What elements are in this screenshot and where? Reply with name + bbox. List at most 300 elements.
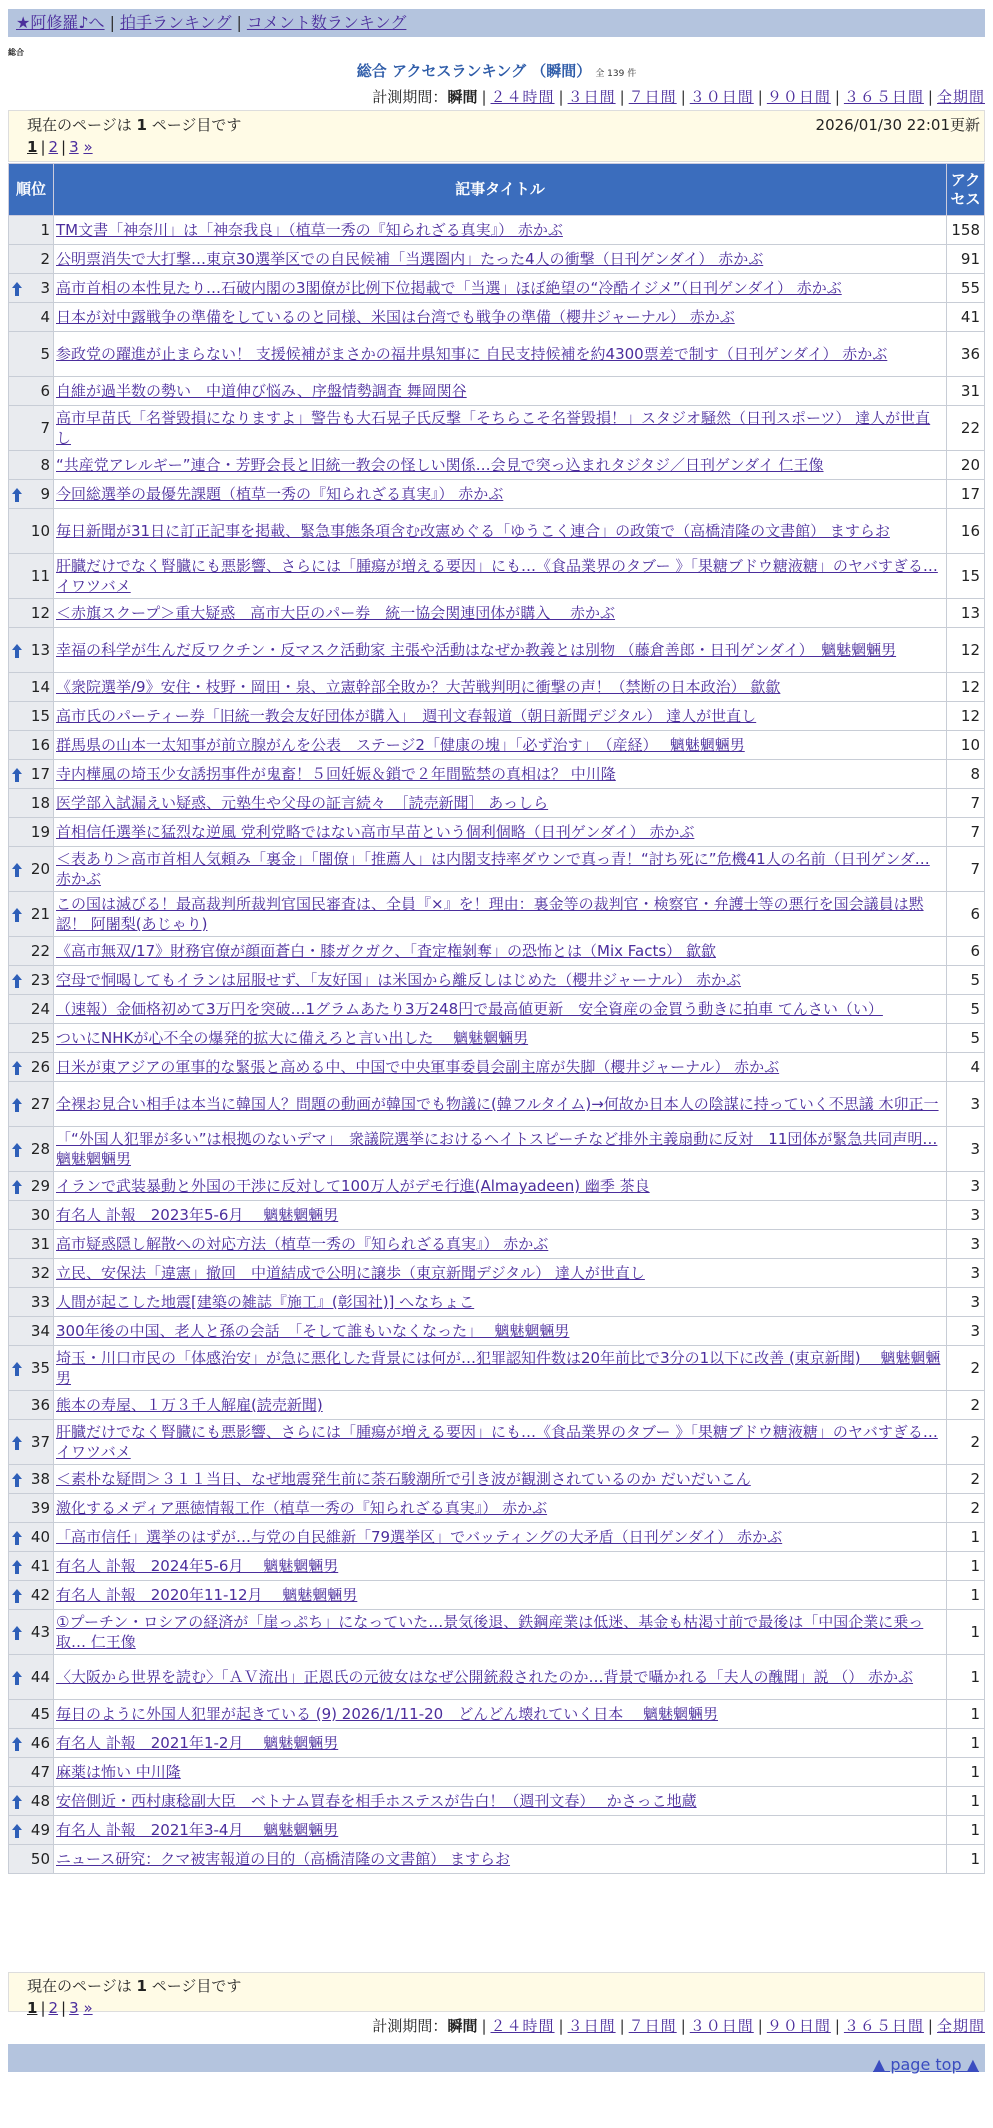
access-count: 2 <box>947 1346 985 1391</box>
period-selector-bottom <box>372 2015 985 2036</box>
separator: | <box>40 1999 46 2017</box>
article-link[interactable]: 300年後の中国、老人と孫の会話 「そして誰もいなくなった」 魑魅魍魎男 <box>56 1322 570 1340</box>
title-cell <box>54 1082 947 1127</box>
rank-cell <box>9 1816 54 1845</box>
rank-number: 46 <box>30 1734 50 1752</box>
access-count: 1 <box>947 1845 985 1874</box>
table-row <box>9 1420 985 1465</box>
table-row <box>9 1082 985 1127</box>
rank-number: 12 <box>30 604 50 622</box>
table-row <box>9 1610 985 1655</box>
separator: | <box>619 88 625 106</box>
access-count: 12 <box>947 673 985 702</box>
title-cell <box>54 1346 947 1391</box>
up-arrow-icon <box>12 1060 22 1074</box>
rank-cell <box>9 673 54 702</box>
period-link[interactable]: ７日間 <box>628 88 677 106</box>
up-arrow-icon <box>12 1472 22 1486</box>
title-cell <box>54 1816 947 1845</box>
rank-cell <box>9 702 54 731</box>
table-row <box>9 702 985 731</box>
article-link[interactable]: 日本が対中露戦争の準備をしているのと同様、米国は台湾でも戦争の準備（櫻井ジャーナル） 赤かぶ <box>56 308 735 326</box>
rank-number: 23 <box>30 971 50 989</box>
rank-number: 18 <box>30 794 50 812</box>
up-arrow-icon <box>12 1179 22 1193</box>
current-page-number: 1 <box>136 116 147 134</box>
title-cell <box>54 1729 947 1758</box>
rank-cell <box>9 1082 54 1127</box>
article-link[interactable]: “共産党アレルギー”連合・芳野会長と旧統一教会の怪しい関係…会見で突っ込まれタジタジ／日刊ゲンダイ 仁王像 <box>56 456 824 474</box>
rank-number: 14 <box>30 678 50 696</box>
rank-number: 43 <box>30 1623 50 1641</box>
title-cell <box>54 1230 947 1259</box>
rank-number: 48 <box>30 1792 50 1810</box>
rank-number: 25 <box>30 1029 50 1047</box>
article-link[interactable]: 肝臓だけでなく腎臓にも悪影響、さらには「腫瘍が増える要因」にも…《食品業界のタブー 》「果糖ブドウ糖液糖」のヤバすぎる… イワツバメ <box>56 1423 938 1461</box>
period-link[interactable]: ３日間 <box>567 2017 616 2035</box>
table-row <box>9 480 985 509</box>
title-cell <box>54 673 947 702</box>
article-link[interactable]: ニュース研究：クマ被害報道の目的（高橋清隆の文書館） ますらお <box>56 1850 511 1868</box>
article-link[interactable]: 空母で恫喝してもイランは屈服せず、「友好国」は米国から離反しはじめた（櫻井ジャーナル） 赤かぶ <box>56 971 742 989</box>
access-count: 1 <box>947 1700 985 1729</box>
access-count: 17 <box>947 480 985 509</box>
rank-number: 24 <box>30 1000 50 1018</box>
access-count: 3 <box>947 1082 985 1127</box>
access-header: アクセス <box>947 164 985 216</box>
rank-cell <box>9 1465 54 1494</box>
period-label: 計測期間： <box>372 88 448 106</box>
article-link[interactable]: 自維が過半数の勢い 中道伸び悩み、序盤情勢調査 舞岡関谷 <box>56 382 467 400</box>
access-count: 1 <box>947 1758 985 1787</box>
separator: | <box>558 2017 564 2035</box>
article-link[interactable]: 公明票消失で大打撃…東京30選挙区での自民候補「当選圏内」たった4人の衝撃（日刊ゲンダイ） 赤かぶ <box>56 250 764 268</box>
rank-number: 39 <box>30 1499 50 1517</box>
separator: | <box>680 88 686 106</box>
rank-cell <box>9 1317 54 1346</box>
up-arrow-icon <box>12 907 22 921</box>
access-count: 1 <box>947 1816 985 1845</box>
pager-current-page: 1 <box>27 138 38 156</box>
table-row <box>9 818 985 847</box>
article-link[interactable]: 毎日新聞が31日に訂正記事を掲載、緊急事態条項含む改憲めぐる「ゆうこく連合」の政策で（高橋清隆の文書館） ますらお <box>56 522 890 540</box>
rank-cell <box>9 1127 54 1172</box>
item-count: 全 139 件 <box>595 69 637 79</box>
title-cell <box>54 1552 947 1581</box>
access-count: 12 <box>947 628 985 673</box>
table-row <box>9 1230 985 1259</box>
rank-number: 16 <box>30 736 50 754</box>
rank-number: 20 <box>30 860 50 878</box>
rank-number: 26 <box>30 1058 50 1076</box>
period-link[interactable]: ９０日間 <box>766 2017 831 2035</box>
access-count: 36 <box>947 332 985 377</box>
access-count: 3 <box>947 1288 985 1317</box>
article-link[interactable]: 有名人 訃報 2021年3-4月 魑魅魍魎男 <box>56 1821 339 1839</box>
access-count: 8 <box>947 760 985 789</box>
up-arrow-icon <box>12 1142 22 1156</box>
article-link[interactable]: 日米が東アジアの軍事的な緊張と高める中、中国で中央軍事委員会副主席が失脚（櫻井ジャーナル） 赤かぶ <box>56 1058 780 1076</box>
pager-link[interactable]: 2 <box>48 138 59 156</box>
up-arrow-icon <box>12 1670 22 1684</box>
rank-number: 15 <box>30 707 50 725</box>
rank-cell <box>9 1346 54 1391</box>
article-link[interactable]: TM文書「神奈川」は「神奈我良」（植草一秀の『知られざる真実』） 赤かぶ <box>56 221 563 239</box>
table-row <box>9 937 985 966</box>
table-row <box>9 216 985 245</box>
section-label: 総合 <box>8 48 24 57</box>
access-count: 31 <box>947 377 985 406</box>
separator: | <box>757 88 763 106</box>
rank-cell <box>9 1610 54 1655</box>
up-arrow-icon <box>12 767 22 781</box>
access-count: 13 <box>947 599 985 628</box>
access-count: 41 <box>947 303 985 332</box>
article-link[interactable]: イランで武装暴動と外国の干渉に反対して100万人がデモ行進(Almayadeen) 幽季 茶良 <box>56 1177 650 1195</box>
table-row <box>9 1391 985 1420</box>
article-link[interactable]: 《衆院選挙/9》安住・枝野・岡田・泉、立憲幹部全敗か？大苦戦判明に衝撃の声！（禁断の日本政治） 歙歙 <box>56 678 781 696</box>
article-link[interactable]: 医学部入試漏えい疑惑、元塾生や父母の証言続々 ［読売新聞］ あっしら <box>56 794 549 812</box>
page-top-wrap <box>873 2055 979 2074</box>
rank-cell <box>9 377 54 406</box>
title-cell <box>54 995 947 1024</box>
clap-ranking-link[interactable]: 拍手ランキング <box>119 13 232 32</box>
table-row <box>9 1655 985 1700</box>
rank-cell <box>9 1259 54 1288</box>
rank-cell <box>9 1845 54 1874</box>
rank-cell <box>9 1053 54 1082</box>
updated-timestamp: 2026/01/30 22:01更新 <box>815 116 980 134</box>
article-link[interactable]: 有名人 訃報 2021年1-2月 魑魅魍魎男 <box>56 1734 339 1752</box>
rank-number: 50 <box>30 1850 50 1868</box>
rank-cell <box>9 303 54 332</box>
rank-number: 9 <box>40 485 50 503</box>
rank-number: 11 <box>30 567 50 585</box>
rank-number: 27 <box>30 1095 50 1113</box>
article-link[interactable]: 寺内樺風の埼玉少女誘拐事件が鬼畜！５回妊娠＆鎖で２年間監禁の真相は？ 中川隆 <box>56 765 616 783</box>
rank-number: 40 <box>30 1528 50 1546</box>
title-cell <box>54 892 947 937</box>
rank-cell <box>9 892 54 937</box>
rank-cell <box>9 480 54 509</box>
separator: | <box>680 2017 686 2035</box>
rank-cell <box>9 245 54 274</box>
rank-number: 30 <box>30 1206 50 1224</box>
period-current: 瞬間 <box>447 88 478 106</box>
page-info-box-bottom <box>8 1972 985 2017</box>
current-page-number: 1 <box>136 1977 147 1995</box>
rank-cell <box>9 1494 54 1523</box>
title-cell <box>54 1201 947 1230</box>
title-cell <box>54 1259 947 1288</box>
article-link[interactable]: 高市首相の本性見たり…石破内閣の3閣僚が比例下位掲載で「当選」ほぼ絶望の“冷酷イジメ”（日刊ゲンダイ） 赤かぶ <box>56 279 842 297</box>
access-count: 2 <box>947 1391 985 1420</box>
rank-cell <box>9 1420 54 1465</box>
access-count: 16 <box>947 509 985 554</box>
access-count: 1 <box>947 1581 985 1610</box>
access-count: 1 <box>947 1787 985 1816</box>
access-count: 158 <box>947 216 985 245</box>
up-arrow-icon <box>12 1736 22 1750</box>
period-link[interactable]: ２４時間 <box>490 88 555 106</box>
access-count: 22 <box>947 406 985 451</box>
period-link[interactable]: ３０日間 <box>689 2017 754 2035</box>
access-count: 10 <box>947 731 985 760</box>
rank-cell <box>9 1172 54 1201</box>
article-link[interactable]: この国は滅びる！最高裁判所裁判官国民審査は、全員『×』を！理由：裏金等の裁判官・検察官・弁護士等の悪行を国会議員は黙認！ 阿闍梨(あじゃり) <box>56 895 924 933</box>
period-link[interactable]: 全期間 <box>936 88 985 106</box>
title-cell <box>54 702 947 731</box>
article-link[interactable]: 「“外国人犯罪が多い”は根拠のないデマ」 衆議院選挙におけるヘイトスピーチなど排外主義扇動に反対 11団体が緊急共同声明… 魑魅魍魎男 <box>56 1130 938 1168</box>
title-cell <box>54 599 947 628</box>
access-count: 3 <box>947 1127 985 1172</box>
footer-bar <box>8 2044 985 2072</box>
article-link[interactable]: 全裸お見合い相手は本当に韓国人？問題の動画が韓国でも物議に(韓フルタイム)→何故か日本人の陰謀に持っていく不思議 木卯正一 <box>56 1095 939 1113</box>
rank-number: 8 <box>40 456 50 474</box>
period-link[interactable]: 全期間 <box>936 2017 985 2035</box>
article-link[interactable]: （速報）金価格初めて3万円を突破…1グラムあたり3万248円で最高値更新 安全資産の金買う動きに拍車 てんさい（い） <box>56 1000 883 1018</box>
rank-number: 37 <box>30 1433 50 1451</box>
period-link[interactable]: ３日間 <box>567 88 616 106</box>
rank-number: 41 <box>30 1557 50 1575</box>
title-cell <box>54 789 947 818</box>
up-arrow-icon <box>12 1559 22 1573</box>
rank-cell <box>9 760 54 789</box>
table-row <box>9 760 985 789</box>
rank-cell <box>9 1201 54 1230</box>
rank-cell <box>9 1787 54 1816</box>
separator: | <box>109 13 115 32</box>
table-row <box>9 731 985 760</box>
rank-cell <box>9 937 54 966</box>
table-row <box>9 303 985 332</box>
table-row <box>9 966 985 995</box>
access-count: 1 <box>947 1655 985 1700</box>
rank-cell <box>9 451 54 480</box>
pager-link[interactable]: 2 <box>48 1999 59 2017</box>
article-link[interactable]: ＜素朴な疑問＞３１１当日、なぜ地震発生前に荼石駿潮所で引き波が観測されているのか だいだいこん <box>56 1470 751 1488</box>
table-row <box>9 274 985 303</box>
title-cell <box>54 1700 947 1729</box>
article-link[interactable]: 有名人 訃報 2023年5-6月 魑魅魍魎男 <box>56 1206 339 1224</box>
page-title <box>0 60 993 81</box>
rank-cell <box>9 789 54 818</box>
page-info-prefix: 現在のページは <box>27 1977 137 1995</box>
article-link[interactable]: 埼玉・川口市民の「体感治安」が急に悪化した背景には何が…犯罪認知件数は20年前比で3分の1以下に改善 (東京新聞) 魑魅魍魎男 <box>56 1349 941 1387</box>
article-link[interactable]: ①プーチン・ロシアの経済が「崖っぷち」になっていた…景気後退、鉄鋼産業は低迷、基金も枯渇寸前で最後は「中国企業に乗っ取… 仁王像 <box>56 1613 924 1651</box>
rank-number: 36 <box>30 1396 50 1414</box>
comment-ranking-link[interactable]: コメント数ランキング <box>246 13 407 32</box>
rank-cell <box>9 332 54 377</box>
rank-cell <box>9 628 54 673</box>
title-cell <box>54 1494 947 1523</box>
rank-number: 42 <box>30 1586 50 1604</box>
title-cell <box>54 1581 947 1610</box>
rank-cell <box>9 1024 54 1053</box>
table-row <box>9 1523 985 1552</box>
rank-number: 5 <box>40 345 50 363</box>
pager-next-link[interactable]: » <box>83 138 93 156</box>
article-link[interactable]: 高市氏のパーティー券「旧統一教会友好団体が購入」 週刊文春報道（朝日新聞デジタル） 達人が世直し <box>56 707 757 725</box>
rank-number: 17 <box>30 765 50 783</box>
rank-cell <box>9 1391 54 1420</box>
title-cell <box>54 1420 947 1465</box>
article-link[interactable]: 幸福の科学が生んだ反ワクチン・反マスク活動家 主張や活動はなぜか教義とは別物 （藤倉善郎・日刊ゲンダイ） 魑魅魍魎男 <box>56 641 897 659</box>
access-count: 6 <box>947 937 985 966</box>
rank-number: 47 <box>30 1763 50 1781</box>
page-top-link[interactable]: ▲ page top ▲ <box>872 2055 979 2074</box>
rank-number: 7 <box>40 419 50 437</box>
access-count: 7 <box>947 789 985 818</box>
title-cell <box>54 1053 947 1082</box>
table-row <box>9 673 985 702</box>
article-link[interactable]: 今回総選挙の最優先課題（植草一秀の『知られざる真実』） 赤かぶ <box>56 485 504 503</box>
period-link[interactable]: ３６５日間 <box>843 2017 924 2035</box>
table-row <box>9 1259 985 1288</box>
article-link[interactable]: 激化するメディア悪徳情報工作（植草一秀の『知られざる真実』） 赤かぶ <box>56 1499 548 1517</box>
rank-number: 2 <box>40 250 50 268</box>
article-link[interactable]: 《高市無双/17》財務官僚が顔面蒼白・膝ガクガク、「査定権剝奪」の恐怖とは（Mix Facts） 歙歙 <box>56 942 716 960</box>
current-page-info <box>27 1975 966 1997</box>
period-label: 計測期間： <box>372 2017 448 2035</box>
separator: | <box>481 2017 487 2035</box>
table-row <box>9 1024 985 1053</box>
table-row <box>9 892 985 937</box>
article-link[interactable]: 有名人 訃報 2024年5-6月 魑魅魍魎男 <box>56 1557 339 1575</box>
access-count: 3 <box>947 1317 985 1346</box>
article-link[interactable]: 毎日のように外国人犯罪が起きている (9) 2026/1/11-20 どんどん壊れていく日本 魑魅魍魎男 <box>56 1705 718 1723</box>
article-link[interactable]: 「高市信任」選挙のはずが…与党の自民維新「79選挙区」でバッティングの大矛盾（日刊ゲンダイ） 赤かぶ <box>56 1528 783 1546</box>
access-count: 5 <box>947 1024 985 1053</box>
period-link[interactable]: ２４時間 <box>490 2017 555 2035</box>
title-cell <box>54 1317 947 1346</box>
separator: | <box>757 2017 763 2035</box>
pager-link[interactable]: 3 <box>69 138 79 156</box>
rank-cell <box>9 274 54 303</box>
separator: | <box>558 88 564 106</box>
pager-current-page: 1 <box>27 1999 38 2017</box>
article-link[interactable]: ＜赤旗スクープ＞重大疑惑 高市大臣のパー券 統一協会関連団体が購入 赤かぶ <box>56 604 616 622</box>
title-cell <box>54 245 947 274</box>
separator: | <box>61 1999 67 2017</box>
separator: | <box>619 2017 625 2035</box>
rank-cell <box>9 847 54 892</box>
rank-number: 10 <box>30 522 50 540</box>
pager-link[interactable]: 3 <box>69 1999 79 2017</box>
article-link[interactable]: 有名人 訃報 2020年11-12月 魑魅魍魎男 <box>56 1586 358 1604</box>
title-cell <box>54 303 947 332</box>
title-cell <box>54 847 947 892</box>
table-row <box>9 451 985 480</box>
pager-top <box>27 136 966 158</box>
title-cell <box>54 937 947 966</box>
ranking-body <box>9 216 985 1874</box>
rank-cell <box>9 1729 54 1758</box>
title-cell <box>54 554 947 599</box>
article-link[interactable]: 高市早苗氏「名誉毀損になりますよ」警告も大石晃子氏反撃「そちらこそ名誉毀損！」スタジオ騒然（日刊スポーツ） 達人が世直し <box>56 409 931 447</box>
article-link[interactable]: 参政党の躍進が止まらない！ 支援候補がまさかの福井県知事に 自民支持候補を約4300票差で制す（日刊ゲンダイ） 赤かぶ <box>56 345 888 363</box>
up-arrow-icon <box>12 1530 22 1544</box>
table-row <box>9 1053 985 1082</box>
rank-cell <box>9 995 54 1024</box>
article-link[interactable]: 麻薬は怖い 中川隆 <box>56 1763 181 1781</box>
access-count: 3 <box>947 1259 985 1288</box>
rank-number: 31 <box>30 1235 50 1253</box>
access-count: 5 <box>947 995 985 1024</box>
table-row <box>9 1729 985 1758</box>
table-row <box>9 332 985 377</box>
table-row <box>9 1758 985 1787</box>
table-row <box>9 628 985 673</box>
home-link[interactable]: ★阿修羅♪へ <box>16 13 105 32</box>
article-link[interactable]: 首相信任選挙に猛烈な逆風 党利党略ではない高市早苗という個利個略（日刊ゲンダイ） 赤かぶ <box>56 823 695 841</box>
article-link[interactable]: 人間が起こした地震[建築の雑誌『施工』(彰国社)] へなちょこ <box>56 1293 475 1311</box>
title-cell <box>54 274 947 303</box>
table-row <box>9 847 985 892</box>
article-link[interactable]: 立民、安保法「違憲」撤回 中道結成で公明に譲歩（東京新聞デジタル） 達人が世直し <box>56 1264 645 1282</box>
up-arrow-icon <box>12 1794 22 1808</box>
table-row <box>9 509 985 554</box>
article-link[interactable]: 〈大阪から世界を読む〉「ＡＶ流出」正恩氏の元彼女はなぜ公開銃殺されたのか…背景で囁かれる「夫人の醜聞」説 （） 赤かぶ <box>56 1668 914 1686</box>
article-link[interactable]: ついにNHKが心不全の爆発的拡大に備えろと言い出した 魑魅魍魎男 <box>56 1029 529 1047</box>
access-count: 3 <box>947 1230 985 1259</box>
period-link[interactable]: ３０日間 <box>689 88 754 106</box>
title-cell <box>54 760 947 789</box>
title-cell <box>54 966 947 995</box>
article-link[interactable]: 熊本の寿屋、１万３千人解雇(読売新聞) <box>56 1396 323 1414</box>
table-row <box>9 1465 985 1494</box>
table-row <box>9 1172 985 1201</box>
up-arrow-icon <box>12 1625 22 1639</box>
table-row <box>9 1317 985 1346</box>
page-info-suffix: ページ目です <box>146 1977 242 1995</box>
rank-number: 49 <box>30 1821 50 1839</box>
period-link[interactable]: ７日間 <box>628 2017 677 2035</box>
title-cell <box>54 818 947 847</box>
article-link[interactable]: 高市疑惑隠し解散への対応方法（植草一秀の『知られざる真実』） 赤かぶ <box>56 1235 549 1253</box>
table-row <box>9 1552 985 1581</box>
table-row <box>9 1787 985 1816</box>
title-cell <box>54 332 947 377</box>
separator: | <box>40 138 46 156</box>
article-link[interactable]: 肝臓だけでなく腎臓にも悪影響、さらには「腫瘍が増える要因」にも…《食品業界のタブー 》「果糖ブドウ糖液糖」のヤバすぎる… イワツバメ <box>56 557 938 595</box>
article-link[interactable]: ＜表あり＞高市首相人気頼み「裏金」「闇僚」「推薦人」は内閣支持率ダウンで真っ青！“討ち死に”危機41人の名前（日刊ゲンダ… 赤かぶ <box>56 850 930 888</box>
article-link[interactable]: 安倍側近・西村康稔副大臣 ベトナム買春を相手ホステスが告白！（週刊文春） かさっこ地蔵 <box>56 1792 697 1810</box>
period-selector-top <box>372 86 985 107</box>
table-row <box>9 1845 985 1874</box>
article-link[interactable]: 群馬県の山本一太知事が前立腺がんを公表 ステージ2「健康の塊」「必ず治す」 （産経） 魑魅魍魎男 <box>56 736 745 754</box>
access-count: 15 <box>947 554 985 599</box>
table-row <box>9 1288 985 1317</box>
up-arrow-icon <box>12 973 22 987</box>
period-link[interactable]: ３６５日間 <box>843 88 924 106</box>
period-link[interactable]: ９０日間 <box>766 88 831 106</box>
title-cell <box>54 1391 947 1420</box>
title-cell <box>54 377 947 406</box>
up-arrow-icon <box>12 487 22 501</box>
pager-next-link[interactable]: » <box>83 1999 93 2017</box>
title-cell <box>54 628 947 673</box>
access-count: 3 <box>947 1201 985 1230</box>
title-cell <box>54 1845 947 1874</box>
rank-cell <box>9 1581 54 1610</box>
rank-cell <box>9 1230 54 1259</box>
top-nav-bar <box>8 9 985 37</box>
access-count: 20 <box>947 451 985 480</box>
access-count: 4 <box>947 1053 985 1082</box>
up-arrow-icon <box>12 1588 22 1602</box>
title-cell <box>54 1655 947 1700</box>
